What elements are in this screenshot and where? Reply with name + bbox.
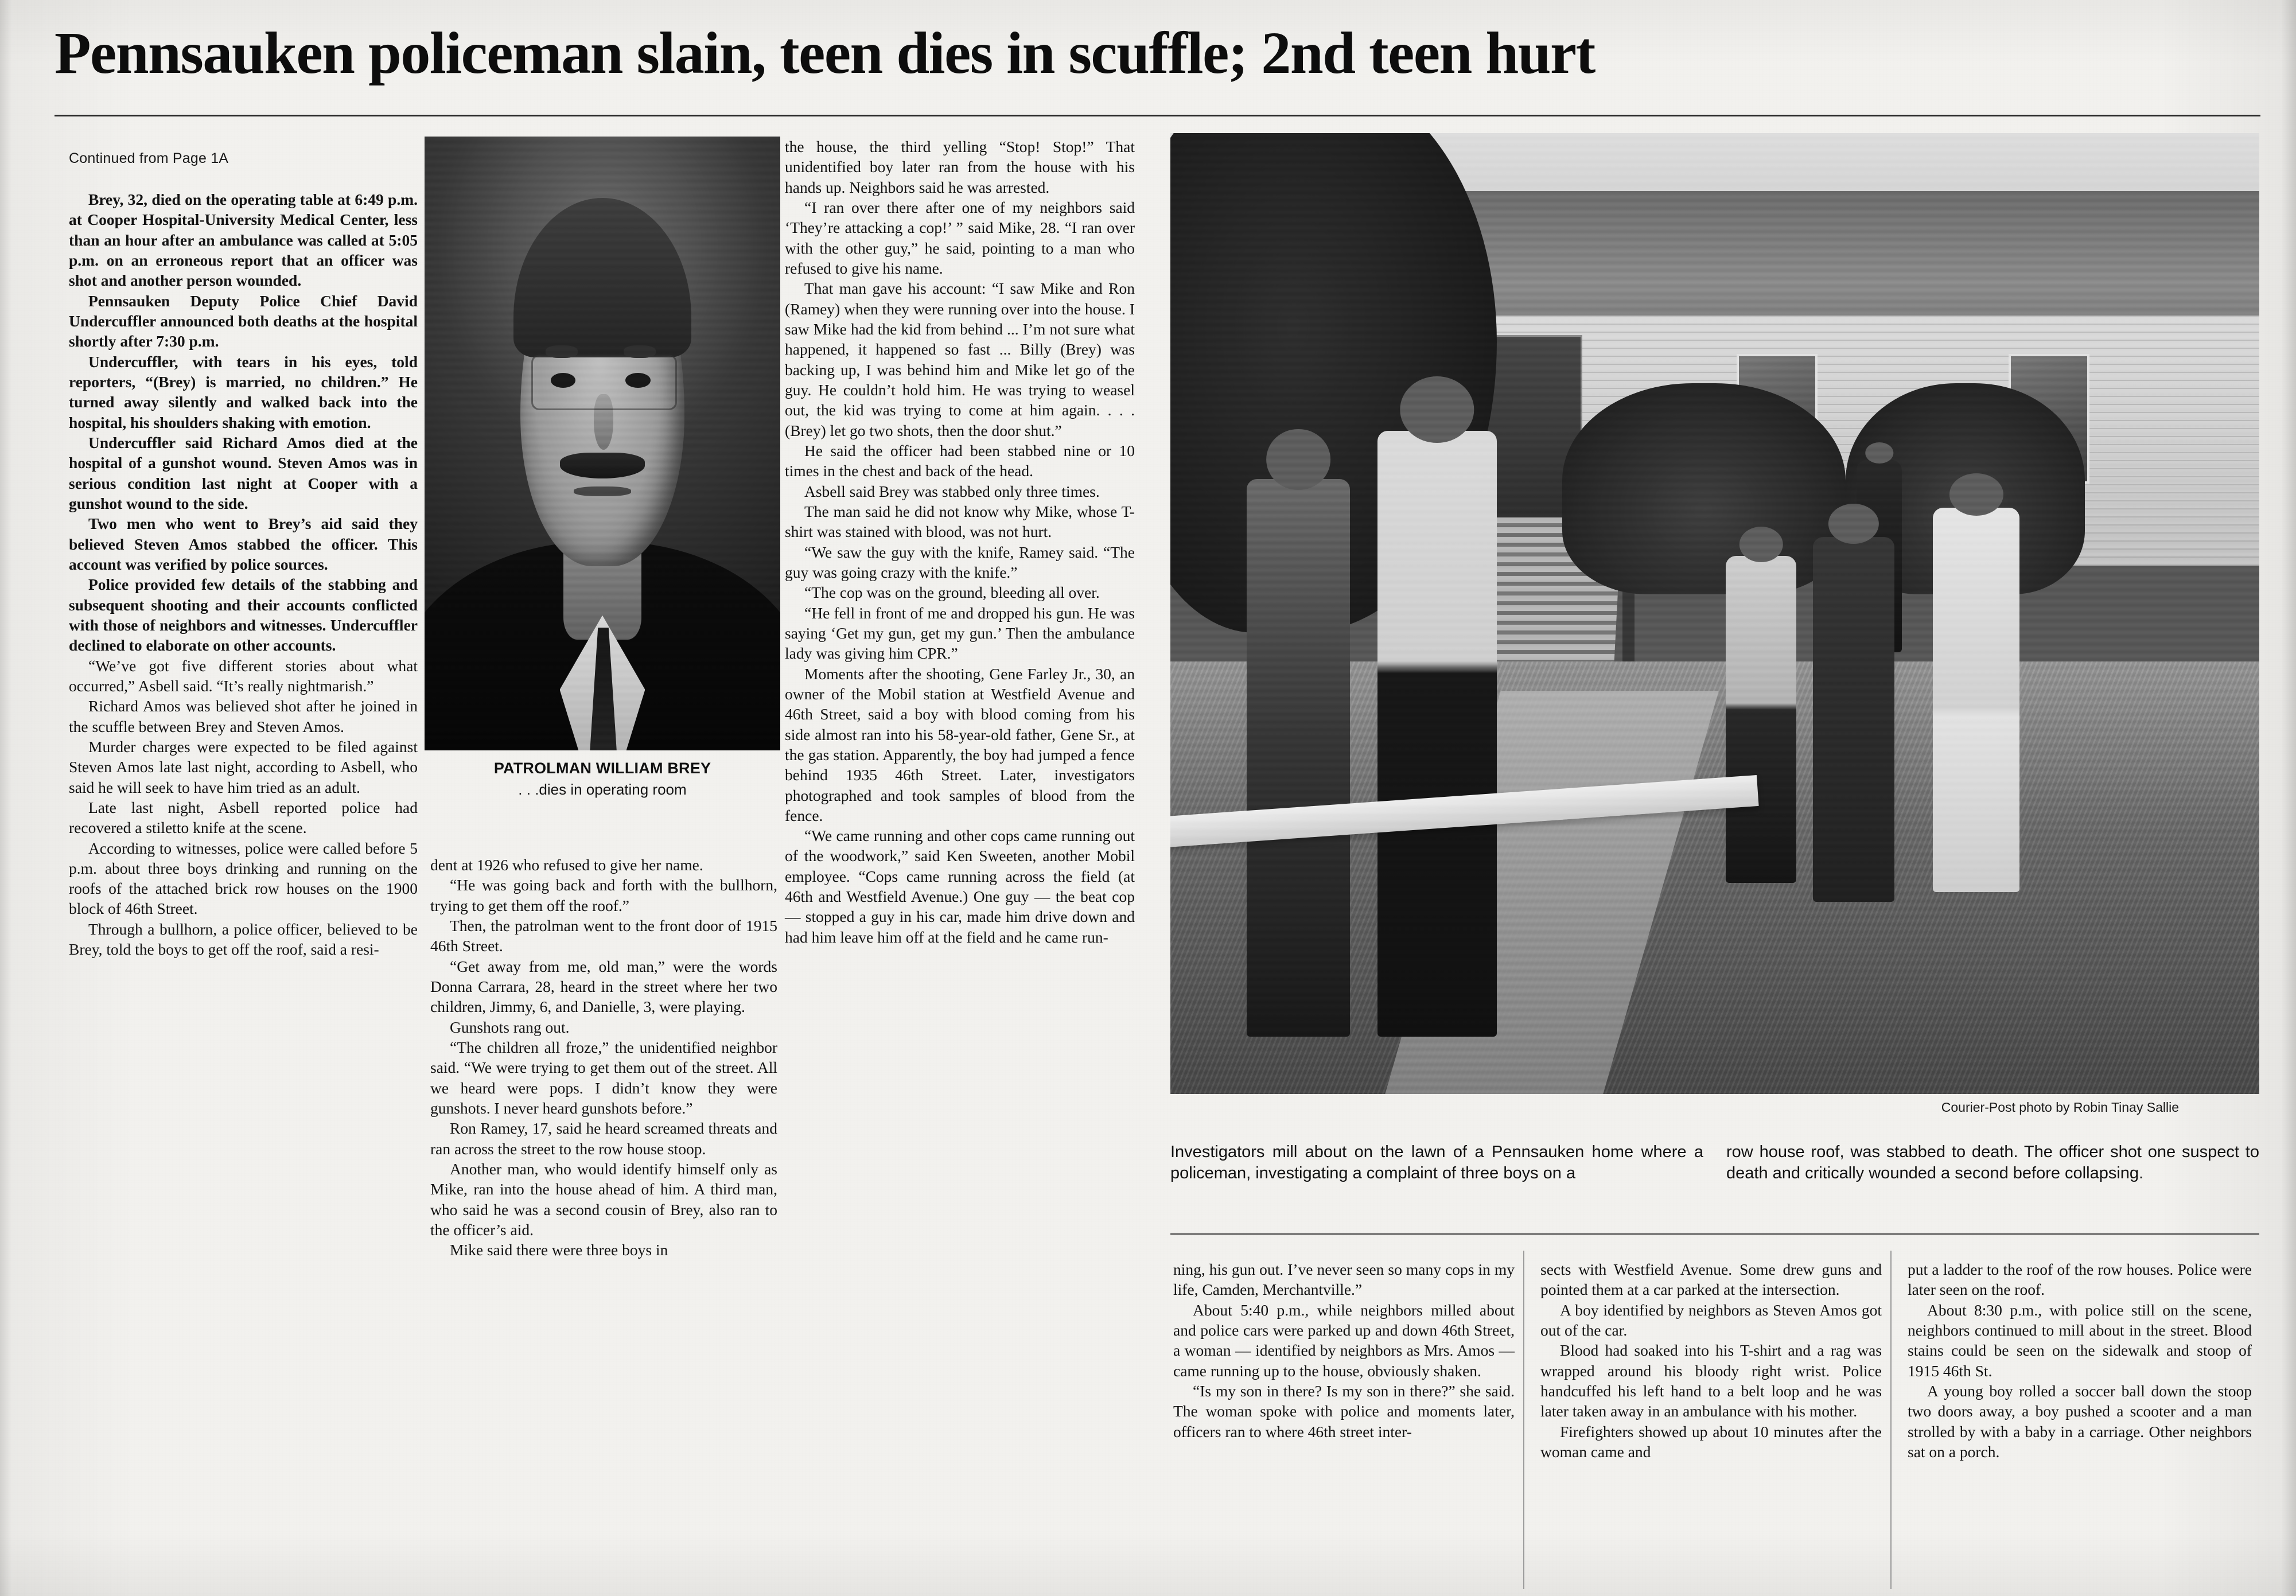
article-column-5 — [1540, 1259, 1882, 1462]
paragraph: sects with Westfield Avenue. Some drew guns and pointed them at a car parked at the intersection. — [1540, 1260, 1882, 1299]
paragraph: “We’ve got five different stories about what occurred,” Asbell said. “It’s really nightmarish.” — [69, 656, 418, 695]
photo-credit: Courier-Post photo by Robin Tinay Sallie — [1941, 1100, 2179, 1115]
page-left-edge-shadow — [0, 0, 11, 1596]
article-column-4 — [1173, 1259, 1515, 1442]
scene-photo-figure — [1170, 133, 2259, 1115]
paragraph: the house, the third yelling “Stop! Stop!” That unidentified boy later ran from the house with his hands up. Neighbors said he was arrested. — [785, 138, 1135, 196]
scene-photo — [1170, 133, 2259, 1094]
paragraph: Moments after the shooting, Gene Farley Jr., 30, an owner of the Mobil station at Westfield Avenue and 46th Street, said a boy with blood coming from his side almost ran into his 58-year-old father, Gene Sr., at the gas station. Apparently, the boy had jumped a fence behind 1935 46th Street. Later, investigators photographed and took samples of blood from the fence. — [785, 664, 1135, 824]
lead-paragraphs — [69, 189, 418, 656]
paragraph: Through a bullhorn, a police officer, believed to be Brey, told the boys to get off the roof, said a resi- — [69, 920, 418, 959]
paragraph: “He fell in front of me and dropped his gun. He was saying ‘Get my gun, get my gun.’ Then the ambulance lady was giving him CPR.” — [785, 604, 1135, 663]
paragraph: Firefighters showed up about 10 minutes after the woman came and — [1540, 1422, 1882, 1461]
paragraph: Undercuffler said Richard Amos died at the hospital of a gunshot wound. Steven Amos was in serious condition last night at Cooper with a gunshot wound to the side. — [69, 433, 418, 512]
paragraph: Pennsauken Deputy Police Chief David Undercuffler announced both deaths at the hospital shortly after 7:30 p.m. — [69, 291, 418, 351]
paragraph: “We saw the guy with the knife, Ramey said. “The guy was going crazy with the knife.” — [785, 543, 1135, 581]
portrait-caption-subtitle: . . .dies in operating room — [518, 781, 687, 798]
headline-rule — [55, 115, 2260, 116]
paragraph: ning, his gun out. I’ve never seen so many cops in my life, Camden, Merchantville.” — [1173, 1260, 1515, 1299]
portrait-photo — [425, 137, 780, 750]
page-title: Pennsauken policeman slain, teen dies in scuffle; 2nd teen hurt — [55, 20, 1595, 86]
article-column-1 — [69, 189, 418, 959]
paragraph: “We came running and other cops came running out of the woodwork,” said Ken Sweeten, another Mobil employee. “Cops came running across the field (at 46th and Westfield Avenue.) One guy — the beat cop — stopped a guy in his car, made him drive down and had him leave him off at the field and he came run- — [785, 827, 1135, 946]
paragraph: Another man, who would identify himself only as Mike, ran into the house ahead of him. A third man, who said he was a second cousin of Brey, also ran to the officer’s aid. — [430, 1159, 777, 1239]
portrait-halftone-grain — [425, 137, 780, 750]
paragraph: About 8:30 p.m., with police still on the scene, neighbors continued to mill about in the street. Blood stains could be seen on the sidewalk and stoop of 1915 46th St. — [1908, 1301, 2252, 1380]
paragraph: He said the officer had been stabbed nine or 10 times in the chest and back of the head. — [785, 441, 1135, 480]
article-column-3 — [785, 137, 1135, 947]
paragraph: Mike said there were three boys in — [450, 1241, 668, 1259]
paragraph: “The cop was on the ground, bleeding all over. — [804, 583, 1100, 602]
photo-caption — [1170, 1142, 2259, 1184]
paragraph: A boy identified by neighbors as Steven Amos got out of the car. — [1540, 1301, 1882, 1339]
article-column-2 — [430, 855, 777, 1260]
photo-halftone-grain — [1170, 133, 2259, 1094]
paragraph: Richard Amos was believed shot after he joined in the scuffle between Brey and Steven Amos. — [69, 697, 418, 735]
paragraph: “He was going back and forth with the bullhorn, trying to get them off the roof.” — [430, 876, 777, 914]
paragraph: Undercuffler, with tears in his eyes, told reporters, “(Brey) is married, no children.” He turned away silently and walked back into the hospital, his shoulders shaking with emotion. — [69, 352, 418, 431]
paragraph: Late last night, Asbell reported police had recovered a stiletto knife at the scene. — [69, 798, 418, 837]
portrait-figure — [425, 137, 780, 799]
paragraph: Gunshots rang out. — [450, 1018, 570, 1036]
paragraph: Murder charges were expected to be filed against Steven Amos late last night, according to Asbell, who said he will seek to have him tried as an adult. — [69, 737, 418, 796]
paragraph: “Get away from me, old man,” were the words Donna Carrara, 28, heard in the street where her two children, Jimmy, 6, and Danielle, 3, were playing. — [430, 957, 777, 1016]
paragraph: According to witnesses, police were called before 5 p.m. about three boys drinking and running on the roofs of the attached brick row houses on the 1900 block of 46th Street. — [69, 839, 418, 918]
paragraph: put a ladder to the roof of the row houses. Police were later seen on the roof. — [1908, 1260, 2252, 1299]
paragraph: “Is my son in there? Is my son in there?” she said. The woman spoke with police and moments later, officers ran to where 46th street inter- — [1173, 1381, 1515, 1441]
page-right-edge-shadow — [2281, 0, 2296, 1596]
paragraph: dent at 1926 who refused to give her name. — [430, 856, 703, 874]
paragraph: That man gave his account: “I saw Mike and Ron (Ramey) when they were running over into the house. I saw Mike had the kid from behind ... I’m not sure what happened, it happened so fast ... Billy (Brey) was backing up, I was behind him and Mike let go of the guy. He couldn’t hold him. He was trying to weasel out, the kid was trying to come at him again. . . . (Brey) let go two shots, then the door shut.” — [785, 279, 1135, 439]
column-divider — [1523, 1251, 1524, 1589]
caption-rule — [1170, 1233, 2259, 1235]
paragraph: Asbell said Brey was stabbed only three times. — [804, 482, 1100, 500]
paragraph: Blood had soaked into his T-shirt and a rag was wrapped around his bloody right wrist. Police handcuffed his left hand to a belt loop and he was later taken away in an ambulance with his mother. — [1540, 1341, 1882, 1420]
paragraph: A young boy rolled a soccer ball down the stoop two doors away, a boy pushed a scooter and a man strolled by with a baby in a carriage. Other neighbors sat on a porch. — [1908, 1381, 2252, 1461]
paragraph: Then, the patrolman went to the front door of 1915 46th Street. — [430, 916, 777, 955]
body-paragraphs — [69, 656, 418, 960]
paragraph: “I ran over there after one of my neighbors said ‘They’re attacking a cop!’ ” said Mike, 28. “I ran over with the other guy,” he said, pointing to a man who refused to give his name. — [785, 198, 1135, 277]
continued-from-label: Continued from Page 1A — [69, 150, 229, 166]
paragraph: About 5:40 p.m., while neighbors milled about and police cars were parked up and down 46th Street, a woman — identified by neighbors as Mrs. Amos — came running up to the house, obviously shaken. — [1173, 1301, 1515, 1380]
portrait-caption-name: PATROLMAN WILLIAM BREY — [493, 760, 711, 777]
paragraph: Brey, 32, died on the operating table at 6:49 p.m. at Cooper Hospital-University Medical Center, less than an hour after an ambulance was called at 5:05 p.m. on an erroneous report that an officer was shot and another person wounded. — [69, 190, 418, 290]
paragraph: Two men who went to Brey’s aid said they believed Steven Amos stabbed the officer. This account was verified by police sources. — [69, 515, 418, 573]
column-divider — [1890, 1251, 1892, 1589]
paragraph: Police provided few details of the stabbing and subsequent shooting and their accounts conflicted with those of neighbors and witnesses. Undercuffler declined to elaborate on other accounts. — [69, 575, 418, 655]
paragraph: The man said he did not know why Mike, whose T-shirt was stained with blood, was not hurt. — [785, 502, 1135, 541]
paragraph: Ron Ramey, 17, said he heard screamed threats and ran across the street to the row house stoop. — [430, 1119, 777, 1158]
paragraph: “The children all froze,” the unidentified neighbor said. “We were trying to get them out of the street. All we heard were pops. I didn’t know they were gunshots. I never heard gunshots before.” — [430, 1038, 777, 1117]
photo-caption-left: Investigators mill about on the lawn of a Pennsauken home where a policeman, investigating a complaint of three boys on a — [1170, 1143, 1703, 1183]
article-column-6 — [1908, 1259, 2252, 1462]
photo-caption-right: row house roof, was stabbed to death. The officer shot one suspect to death and critically wounded a second before collapsing. — [1726, 1143, 2259, 1183]
